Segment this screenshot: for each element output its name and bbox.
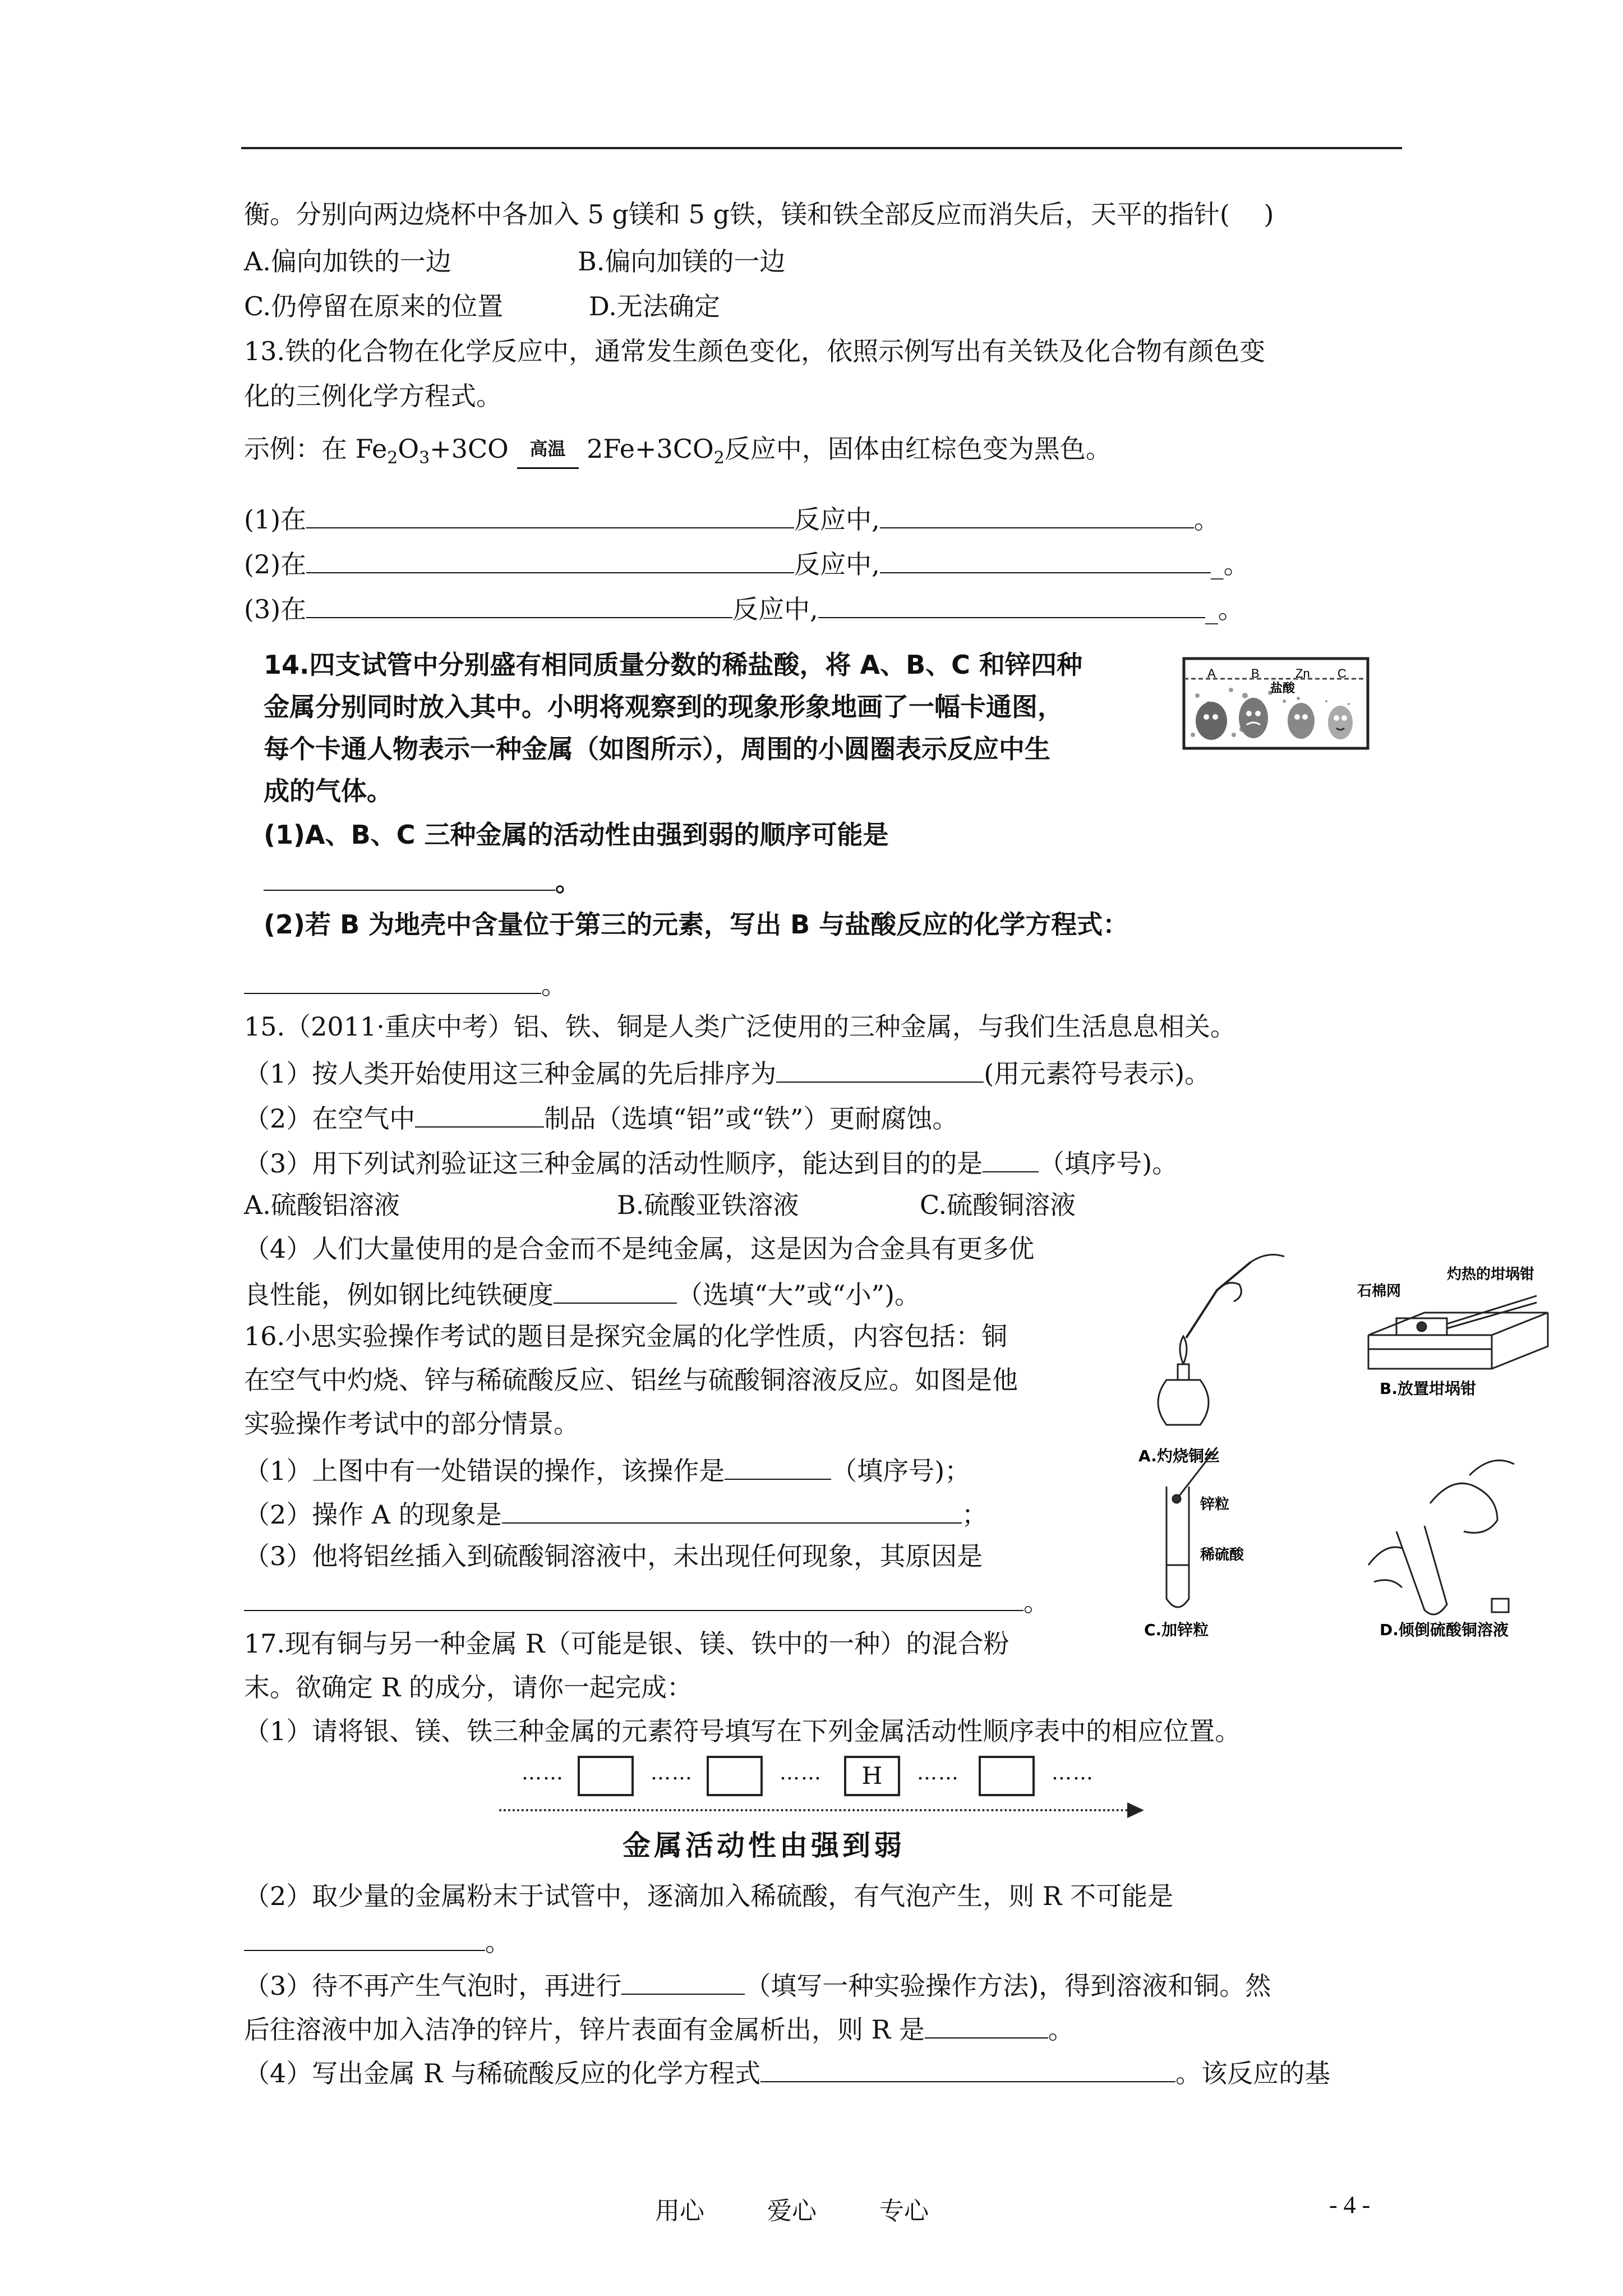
pouring-hands-icon <box>1368 1460 1514 1614</box>
figure-label-c: C <box>1338 666 1347 680</box>
answer-blank[interactable] <box>925 2010 1048 2039</box>
answer-blank[interactable] <box>244 1583 1023 1611</box>
series-dots: …… <box>522 1761 564 1784</box>
q15-part-4: （4）人们大量使用的是合金而不是纯金属，这是因为合金具有更多优 <box>244 1234 1035 1264</box>
answer-blank[interactable] <box>776 1055 984 1083</box>
series-box-hydrogen: H <box>844 1756 900 1796</box>
label-pour-copper-sulfate: D.倾倒硫酸铜溶液 <box>1380 1621 1509 1639</box>
q17-part-2: （2）取少量的金属粉末于试管中，逐滴加入稀硫酸，有气泡产生，则 R 不可能是 <box>244 1881 1174 1911</box>
footer-text-1: 用心 <box>655 2197 704 2225</box>
alcohol-lamp-icon <box>1158 1255 1284 1425</box>
q17-part-4: （4）写出金属 R 与稀硫酸反应的化学方程式 。该反应的基 <box>244 2054 1330 2090</box>
answer-blank[interactable] <box>306 545 794 573</box>
q15-part-1: （1）按人类开始使用这三种金属的先后排序为 (用元素符号表示)。 <box>244 1055 1210 1091</box>
activity-series-row <box>522 1756 1150 1801</box>
q14-part-1: (1)A、B、C 三种金属的活动性由强到弱的顺序可能是 <box>264 820 889 850</box>
q14-part-2: (2)若 B 为地壳中含量位于第三的元素，写出 B 与盐酸反应的化学方程式： <box>264 909 1129 940</box>
label-add-zinc: C.加锌粒 <box>1144 1621 1209 1639</box>
cartoon-metals-figure <box>1181 651 1371 752</box>
answer-blank[interactable] <box>306 500 794 528</box>
figure-label-zn: Zn <box>1295 666 1310 680</box>
answer-blank[interactable] <box>725 1452 831 1480</box>
q14-stem-1: 14.四支试管中分别盛有相同质量分数的稀盐酸，将 A、B、C 和锌四种 <box>264 650 1082 680</box>
q16-part-1: （1）上图中有一处错误的操作，该操作是 （填序号)； <box>244 1452 970 1488</box>
q12-option-c: C.仍停留在原来的位置 <box>244 291 504 321</box>
series-arrow-line <box>499 1809 1133 1811</box>
q14-stem-3: 每个卡通人物表示一种金属（如图所示），周围的小圆圈表示反应中生 <box>264 734 1050 764</box>
label-burn-copper: A.灼烧铜丝 <box>1138 1447 1220 1465</box>
q15-option-c: C.硫酸铜溶液 <box>920 1190 1076 1220</box>
q17-part-1: （1）请将银、镁、铁三种金属的元素符号填写在下列金属活动性顺序表中的相应位置。 <box>244 1716 1241 1746</box>
answer-blank[interactable] <box>621 1967 745 1995</box>
q15-option-b: B.硫酸亚铁溶液 <box>617 1190 799 1220</box>
answer-blank[interactable] <box>502 1496 962 1524</box>
q13-stem-2: 化的三例化学方程式。 <box>244 381 502 411</box>
series-dots: …… <box>917 1761 960 1784</box>
answer-blank[interactable] <box>880 500 1194 528</box>
series-box-2[interactable] <box>707 1756 763 1796</box>
q14-stem-4: 成的气体。 <box>264 776 393 806</box>
figure-label-a: A <box>1207 666 1216 680</box>
q13-item-2: (2)在 反应中, _。 <box>244 545 1249 581</box>
answer-blank[interactable] <box>818 590 1205 618</box>
test-tube-icon <box>1166 1447 1217 1607</box>
series-title: 金属活动性由强到弱 <box>623 1829 905 1862</box>
answer-blank[interactable] <box>415 1099 544 1128</box>
q13-stem-1: 13.铁的化合物在化学反应中，通常发生颜色变化，依照示例写出有关铁及化合物有颜色变 <box>244 336 1266 366</box>
answer-blank[interactable] <box>244 1923 485 1951</box>
footer-text-2: 爱心 <box>767 2197 817 2225</box>
label-asbestos-net: 石棉网 <box>1357 1283 1401 1300</box>
q16-part-3: （3）他将铝丝插入到硫酸铜溶液中，未出现任何现象，其原因是 <box>244 1541 983 1571</box>
label-hot-tongs: 灼热的坩埚钳 <box>1447 1266 1535 1283</box>
answer-blank[interactable] <box>983 1144 1039 1172</box>
answer-blank[interactable] <box>306 590 732 618</box>
experiment-operations-figure <box>1133 1240 1559 1644</box>
q16-stem-3: 实验操作考试中的部分情景。 <box>244 1409 579 1439</box>
q17-part-3-cont: 后往溶液中加入洁净的锌片，锌片表面有金属析出，则 R 是 。 <box>244 2010 1074 2046</box>
q17-part-2-answer: 。 <box>244 1923 511 1959</box>
q14-stem-2: 金属分别同时放入其中。小明将观察到的现象形象地画了一幅卡通图， <box>264 692 1063 722</box>
q17-stem-1: 17.现有铜与另一种金属 R（可能是银、镁、铁中的一种）的混合粉 <box>244 1628 1009 1659</box>
q17-part-3: （3）待不再产生气泡时，再进行 （填写一种实验操作方法)，得到溶液和铜。然 <box>244 1967 1271 2003</box>
answer-blank[interactable] <box>244 966 541 994</box>
q13-item-3: (3)在 反应中, _。 <box>244 590 1244 626</box>
figure-label-acid: 盐酸 <box>1270 682 1295 696</box>
q15-part-3: （3）用下列试剂验证这三种金属的活动性顺序，能达到目的的是 （填序号)。 <box>244 1144 1178 1180</box>
q16-part-3-answer: 。 <box>244 1583 1049 1619</box>
q12-option-b: B.偏向加镁的一边 <box>578 246 786 277</box>
answer-blank[interactable] <box>264 863 555 891</box>
answer-blank[interactable] <box>760 2054 1175 2082</box>
q13-item-1: (1)在 反应中, 。 <box>244 500 1220 536</box>
figure-label-b: B <box>1251 666 1260 680</box>
q15-part-2: （2）在空气中 制品（选填“铝”或“铁”）更耐腐蚀。 <box>244 1099 958 1135</box>
answer-blank[interactable] <box>554 1276 677 1304</box>
q14-part-2-answer: 。 <box>244 966 567 1002</box>
q12-option-a: A.偏向加铁的一边 <box>244 246 451 277</box>
label-zinc: 锌粒 <box>1200 1496 1230 1513</box>
q16-stem-1: 16.小思实验操作考试的题目是探究金属的化学性质，内容包括：铜 <box>244 1321 1008 1351</box>
footer-text-3: 专心 <box>879 2197 929 2225</box>
label-place-tongs: B.放置坩埚钳 <box>1380 1379 1476 1398</box>
q16-part-2: （2）操作 A 的现象是 ； <box>244 1496 988 1531</box>
answer-blank[interactable] <box>880 545 1211 573</box>
q15-stem: 15.（2011·重庆中考）铝、铁、铜是人类广泛使用的三种金属，与我们生活息息相关。 <box>244 1011 1236 1042</box>
label-dilute-acid: 稀硫酸 <box>1200 1547 1244 1563</box>
series-dots: …… <box>651 1761 693 1784</box>
reaction-condition: 高温 <box>517 432 579 466</box>
page-number: - 4 - <box>1329 2191 1371 2219</box>
q12-option-d: D.无法确定 <box>589 291 720 321</box>
q14-part-1-answer: 。 <box>264 863 581 899</box>
q12-stem: 衡。分别向两边烧杯中各加入 5 g镁和 5 g铁，镁和铁全部反应而消失后，天平的指针( ) <box>244 199 1274 229</box>
header-rule <box>241 147 1402 149</box>
series-box-1[interactable] <box>578 1756 634 1796</box>
q15-option-a: A.硫酸铝溶液 <box>244 1190 400 1220</box>
series-arrow-head <box>1127 1802 1144 1818</box>
q15-part-4-cont: 良性能，例如钢比纯铁硬度 （选填“大”或“小”)。 <box>244 1276 920 1312</box>
q16-stem-2: 在空气中灼烧、锌与稀硫酸反应、铝丝与硫酸铜溶液反应。如图是他 <box>244 1365 1018 1395</box>
q13-example: 示例：在 $Fe_2O_3+3CO$ 高温 $2Fe+3CO_2$反应中，固体由红棕色变为黑色。 <box>244 432 1112 475</box>
series-dots: …… <box>1052 1761 1094 1784</box>
crucible-tongs-icon <box>1368 1296 1548 1369</box>
q17-stem-2: 末。欲确定 R 的成分，请你一起完成： <box>244 1672 693 1703</box>
series-box-3[interactable] <box>979 1756 1035 1796</box>
series-dots: …… <box>780 1761 822 1784</box>
